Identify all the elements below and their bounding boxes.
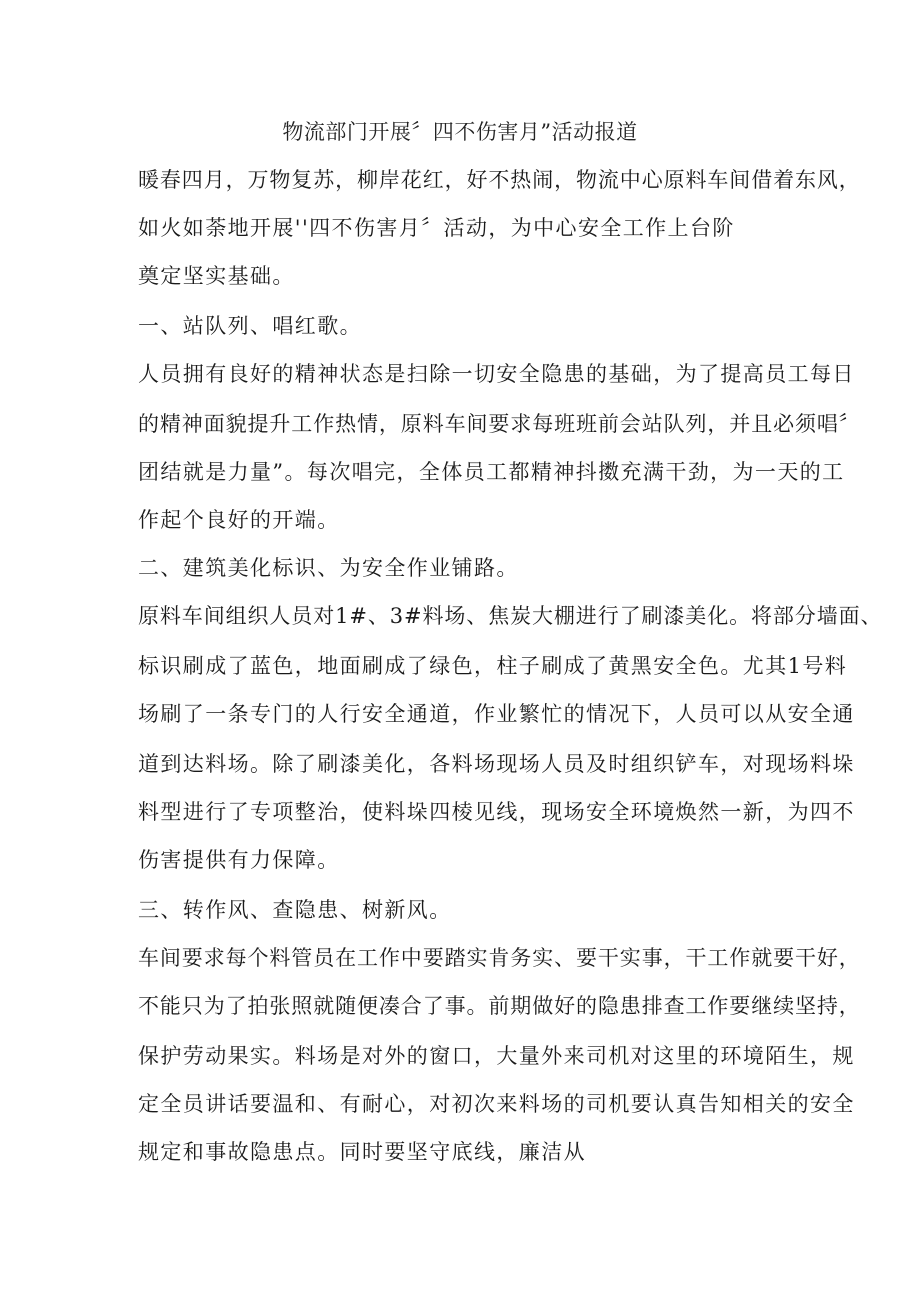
paragraph-line: 的精神面貌提升工作热情，原料车间要求每班班前会站队列，并且必须唱〞 [138, 412, 861, 436]
paragraph-line: 奠定坚实基础。 [138, 264, 295, 288]
paragraph-line: 不能只为了拍张照就随便凑合了事。前期做好的隐患排查工作要继续坚持， [138, 994, 861, 1018]
paragraph-line: 原料车间组织人员对1#、3#料场、焦炭大棚进行了刷漆美化。将部分墙面、 [138, 604, 883, 628]
paragraph-line: 标识刷成了蓝色，地面刷成了绿色，柱子刷成了黄黑安全色。尤其1号料 [138, 654, 848, 678]
paragraph-line: 场刷了一条专门的人行安全通道，作业繁忙的情况下，人员可以从安全通 [138, 702, 855, 726]
paragraph-line: 暖春四月，万物复苏，柳岸花红，好不热闹，物流中心原料车间借着东风， [138, 168, 861, 192]
paragraph-line: 定全员讲话要温和、有耐心，对初次来料场的司机要认真告知相关的安全 [138, 1092, 855, 1116]
document-title: 物流部门开展〞四不伤害月”活动报道 [282, 120, 638, 144]
paragraph-line: 保护劳动果实。料场是对外的窗口，大量外来司机对这里的环境陌生，规 [138, 1044, 855, 1068]
paragraph-line: 人员拥有良好的精神状态是扫除一切安全隐患的基础，为了提高员工每日 [138, 362, 855, 386]
section-heading: 三、转作风、查隐患、树新风。 [138, 898, 452, 922]
section-heading: 二、建筑美化标识、为安全作业铺路。 [138, 556, 519, 580]
paragraph-line: 伤害提供有力保障。 [138, 848, 340, 872]
paragraph-line: 如火如荼地开展''四不伤害月〞活动，为中心安全工作上台阶 [138, 216, 735, 240]
paragraph-line: 作起个良好的开端。 [138, 508, 340, 532]
section-heading: 一、站队列、唱红歌。 [138, 314, 362, 338]
paragraph-line: 料型进行了专项整治，使料垛四棱见线，现场安全环境焕然一新，为四不 [138, 800, 855, 824]
paragraph-line: 车间要求每个料管员在工作中要踏实肯务实、要干实事，干工作就要干好， [138, 946, 861, 970]
paragraph-line: 规定和事故隐患点。同时要坚守底线，廉洁从 [138, 1140, 586, 1164]
paragraph-line: 道到达料场。除了刷漆美化，各料场现场人员及时组织铲车，对现场料垛 [138, 752, 855, 776]
paragraph-line: 团结就是力量”。每次唱完，全体员工都精神抖擞充满干劲，为一天的工 [138, 460, 845, 484]
